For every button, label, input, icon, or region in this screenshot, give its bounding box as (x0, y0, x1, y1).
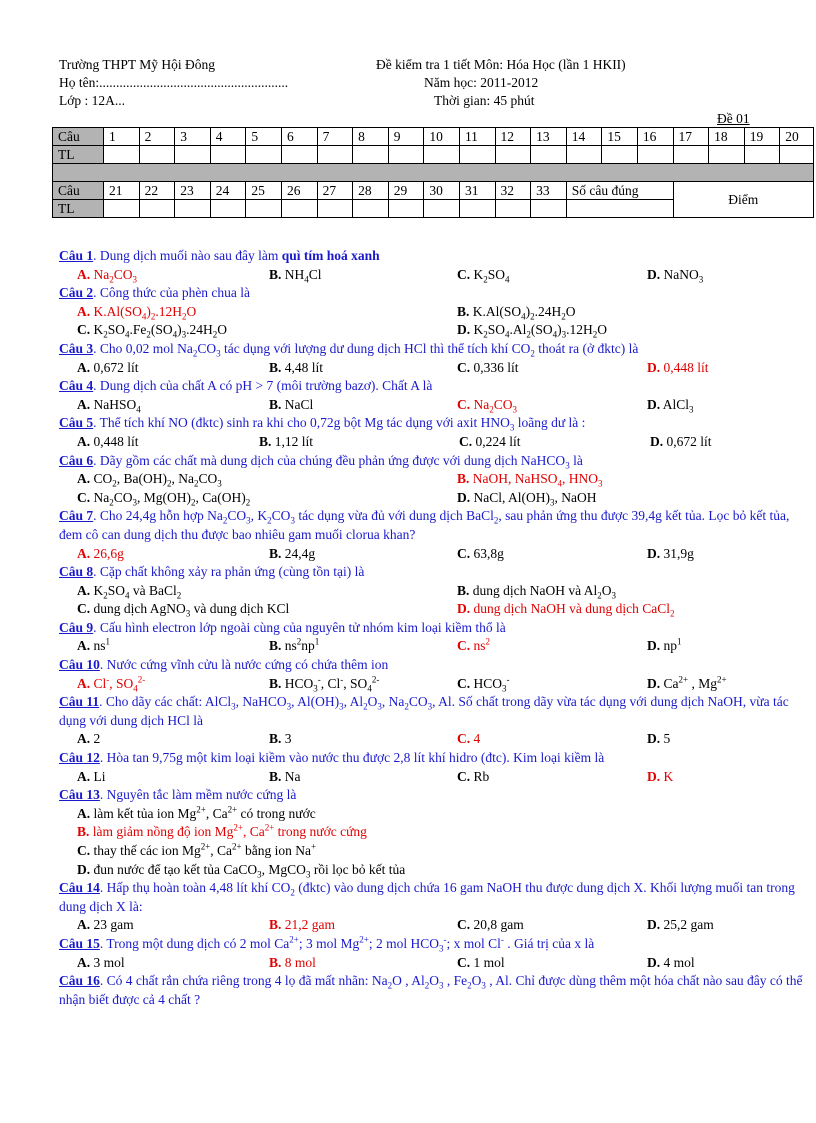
question-16: Câu 16. Có 4 chất rắn chứa riêng trong 4 lọ đã mất nhãn: $Na_2O$ , $Al_2O_3$ , $Fe_2O_3$ , Al. Chỉ được dùng thêm một hóa chất nào sau đây có thể nhận biết được cả 4 chất ? (59, 973, 803, 1007)
question-4: Câu 4. Dung dịch của chất A có pH > 7 (môi trường bazơ). Chất A là (59, 378, 433, 394)
question-6: Câu 6. Dãy gồm các chất mà dung dịch của chúng đều phản ứng được với dung dịch NaHCO$_3$ là (59, 452, 583, 471)
question-10: Câu 10. Nước cứng vĩnh cửu là nước cứng có chứa thêm ion (59, 657, 389, 673)
question-5: Câu 5. Thể tích khí NO (đktc) sinh ra khi cho 0,72g bột Mg tác dụng với axit $HNO_3$ loãng dư là : (59, 415, 586, 434)
question-13: Câu 13. Nguyên tắc làm mềm nước cứng là (59, 787, 297, 803)
cau-label: Câu (53, 128, 104, 146)
options-1: A. $Na_2CO_3$ B. $NH_4Cl$ C. $K_2SO_4$ D. NaNO$_3$ (77, 266, 704, 285)
answer-fill-row-1 (53, 146, 814, 164)
question-14: Câu 14. Hấp thụ hoàn toàn 4,48 lít khí $CO_2$ (đktc) vào dung dịch chứa 16 gam NaOH thu được dung dịch X. Khối lượng muối tan trong dung dịch X là: (59, 880, 795, 914)
question-12: Câu 12. Hòa tan 9,75g một kim loại kiềm vào nước thu được 2,8 lít khí hidro (đtc). Kim loại kiềm là (59, 750, 605, 766)
exam-time: Thời gian: 45 phút (434, 93, 535, 108)
separator-row (53, 164, 814, 182)
answer-row-1: Câu 1 2 3 4 5 6 7 8 9 10 11 12 13 14 15 16 17 18 19 20 (53, 128, 814, 146)
question-11: Câu 11. Cho dãy các chất: AlCl$_3$, NaHCO$_3$, $Al(OH)_3$, $Al_2O_3$, $Na_2CO_3$, Al. Số chất trong dãy vừa tác dụng với dung dịch NaOH, vừa tác dụng với dung dịch HCl là (59, 694, 789, 728)
question-3: Câu 3. Cho 0,02 mol $Na_2CO_3$ tác dụng với lượng dư dung dịch HCl thì thể tích khí $CO_2$ thoát ra (ở đktc) là (59, 340, 639, 359)
answer-fill-row-2: TL (53, 200, 814, 218)
question-9: Câu 9. Cấu hình electron lớp ngoài cùng của nguyên tử nhóm kim loại kiềm thổ là (59, 619, 506, 635)
question-2: Câu 2. Công thức của phèn chua là (59, 285, 251, 301)
exam-title: Đề kiểm tra 1 tiết Môn: Hóa Học (lần 1 HKII) (376, 57, 626, 72)
diem-label: Điểm (673, 182, 814, 218)
tl-label: TL (53, 146, 104, 164)
answer-row-2: Câu 21 22 23 24 25 26 27 28 29 30 31 32 33 Số câu đúng Điểm (53, 182, 814, 200)
school-year: Năm học: 2011-2012 (424, 75, 539, 90)
question-list: Câu 1. Dung dịch muối nào sau đây làm quì tím hoá xanh A. $Na_2CO_3$ B. $NH_4Cl$ C. $K_2SO_4$ D. NaNO$_3$ Câu 2. Công thức của phèn chua là A. $K.Al(SO_4)_2.12H_2O$ B. $K.Al(SO_4)_2.24H_2O$ C. $K_2SO_4.Fe_2(SO_4)_3.24H_2O$ D. $K_2SO_4.Al_2(SO_4)_3.12H_2O$ Câu 3. Cho 0,02 mol $Na_2CO_3$ tác dụng với lượng dư dung dịch HCl thì thể tích khí $CO_2$ thoát ra (ở đktc) là A. 0,672 lít B. 4,48 lít C. 0,336 lít D. 0,448 lít Câu 4. Dung dịch của chất A có pH > 7 (môi trường bazơ). Chất A là A. NaHSO$_4$ B. NaCl C. $Na_2CO_3$ D. AlCl$_3$ Câu 5. Thể tích khí NO (đktc) sinh ra khi cho 0,72g bột Mg tác dụng với axit $HNO_3$ loãng dư là : A. 0,448 lít B. 1,12 lít C. 0,224 lít D. 0,672 lít Câu 6. Dãy gồm các chất mà dung dịch của chúng đều phản ứng được với dung dịch NaHCO$_3$ là A. $CO_2$, $Ba(OH)_2$, $Na_2CO_3$ B. NaOH, NaHSO$_4$, $HNO_3$ C. $Na_2CO_3$, $Mg(OH)_2$, $Ca(OH)_2$ D. NaCl, $Al(OH)_3$, NaOH Câu 7. Cho 24,4g hỗn hợp $Na_2CO_3$, $K_2CO_3$ tác dụng vừa đủ với dung dịch BaCl$_2$, sau phản ứng thu được 39,4g kết tủa. Lọc bỏ kết tủa, đem cô can dung dịch thu được bao nhiêu gam muối clorua khan? A. 26,6g B. 24,4g C. 63,8g D. 31,9g Câu 8. Cặp chất không xảy ra phản ứng (cùng tồn tại) là A. $K_2SO_4$ và BaCl$_2$ B. dung dịch NaOH và $Al_2O_3$ C. dung dịch AgNO$_3$ và dung dịch KCl D. dung dịch NaOH và dung dịch CaCl$_2$ Câu 9. Cấu hình electron lớp ngoài cùng của nguyên tử nhóm kim loại kiềm thổ là A. $ns^1$ B. $ns^2np^1$ C. $ns^2$ D. $np^1$ Câu 10. Nước cứng vĩnh cửu là nước cứng có chứa thêm ion A. Cl-, $SO_4^{2-}$ B. $HCO_3^-$, Cl-, $SO_4^{2-}$ C. $HCO_3^-$ D. $Ca^{2+}$ , $Mg^{2+}$ Câu 11. Cho dãy các chất: AlCl$_3$, NaHCO$_3$, $Al(OH)_3$, $Al_2O_3$, $Na_2CO_3$, Al. Số chất trong dãy vừa tác dụng với dung dịch NaOH, vừa tác dụng với dung dịch HCl là A. 2 B. 3 C. 4 D. 5 Câu 12. Hòa tan 9,75g một kim loại kiềm vào nước thu được 2,8 lít khí hidro (đtc). Kim loại kiềm là A. Li B. Na C. Rb D. K Câu 13. Nguyên tắc làm mềm nước cứng là A. làm kết tủa ion $Mg^{2+}$, $Ca^{2+}$ có trong nước B. làm giảm nồng độ ion $Mg^{2+}$, $Ca^{2+}$ trong nước cứng C. thay thế các ion $Mg^{2+}$, $Ca^{2+}$ bằng ion Na+ D. đun nước để tạo kết tủa CaCO$_3$, MgCO$_3$ rồi lọc bỏ kết tủa Câu 14. Hấp thụ hoàn toàn 4,48 lít khí $CO_2$ (đktc) vào dung dịch chứa 16 gam NaOH thu được dung dịch X. Khối lượng muối tan trong dung dịch X là: A. 23 gam B. 21,2 gam C. 20,8 gam D. 25,2 gam Câu 15. Trong một dung dịch có 2 mol $Ca^{2+}$; 3 mol $Mg^{2+}$; 2 mol $HCO_3^-$; x mol Cl- . Giá trị của x là A. 3 mol B. 8 mol C. 1 mol D. 4 mol Câu 16. Có 4 chất rắn chứa riêng trong 4 lọ đã mất nhãn: $Na_2O$ , $Al_2O_3$ , $Fe_2O_3$ , Al. Chỉ được dùng thêm một hóa chất nào sau đây có thể nhận biết được cả 4 chất ? (59, 247, 811, 1009)
question-8: Câu 8. Cặp chất không xảy ra phản ứng (cùng tồn tại) là (59, 564, 365, 580)
class-field: Lớp : 12A... (59, 93, 126, 108)
student-name-field: Họ tên:........................................................ (59, 75, 289, 90)
answer-grid (52, 127, 814, 218)
question-7: Câu 7. Cho 24,4g hỗn hợp $Na_2CO_3$, $K_2CO_3$ tác dụng vừa đủ với dung dịch BaCl$_2$, sau phản ứng thu được 39,4g kết tủa. Lọc bỏ kết tủa, đem cô can dung dịch thu được bao nhiêu gam muối clorua khan? (59, 508, 790, 542)
school-name: Trường THPT Mỹ Hội Đông (59, 57, 215, 72)
exam-code: Đề 01 (717, 111, 750, 126)
question-15: Câu 15. Trong một dung dịch có 2 mol $Ca^{2+}$; 3 mol $Mg^{2+}$; 2 mol $HCO_3^-$; x mol Cl- . Giá trị của x là (59, 934, 595, 954)
question-1: Câu 1. Dung dịch muối nào sau đây làm quì tím hoá xanh (59, 248, 380, 263)
so-cau-dung-label: Số câu đúng (566, 182, 673, 200)
